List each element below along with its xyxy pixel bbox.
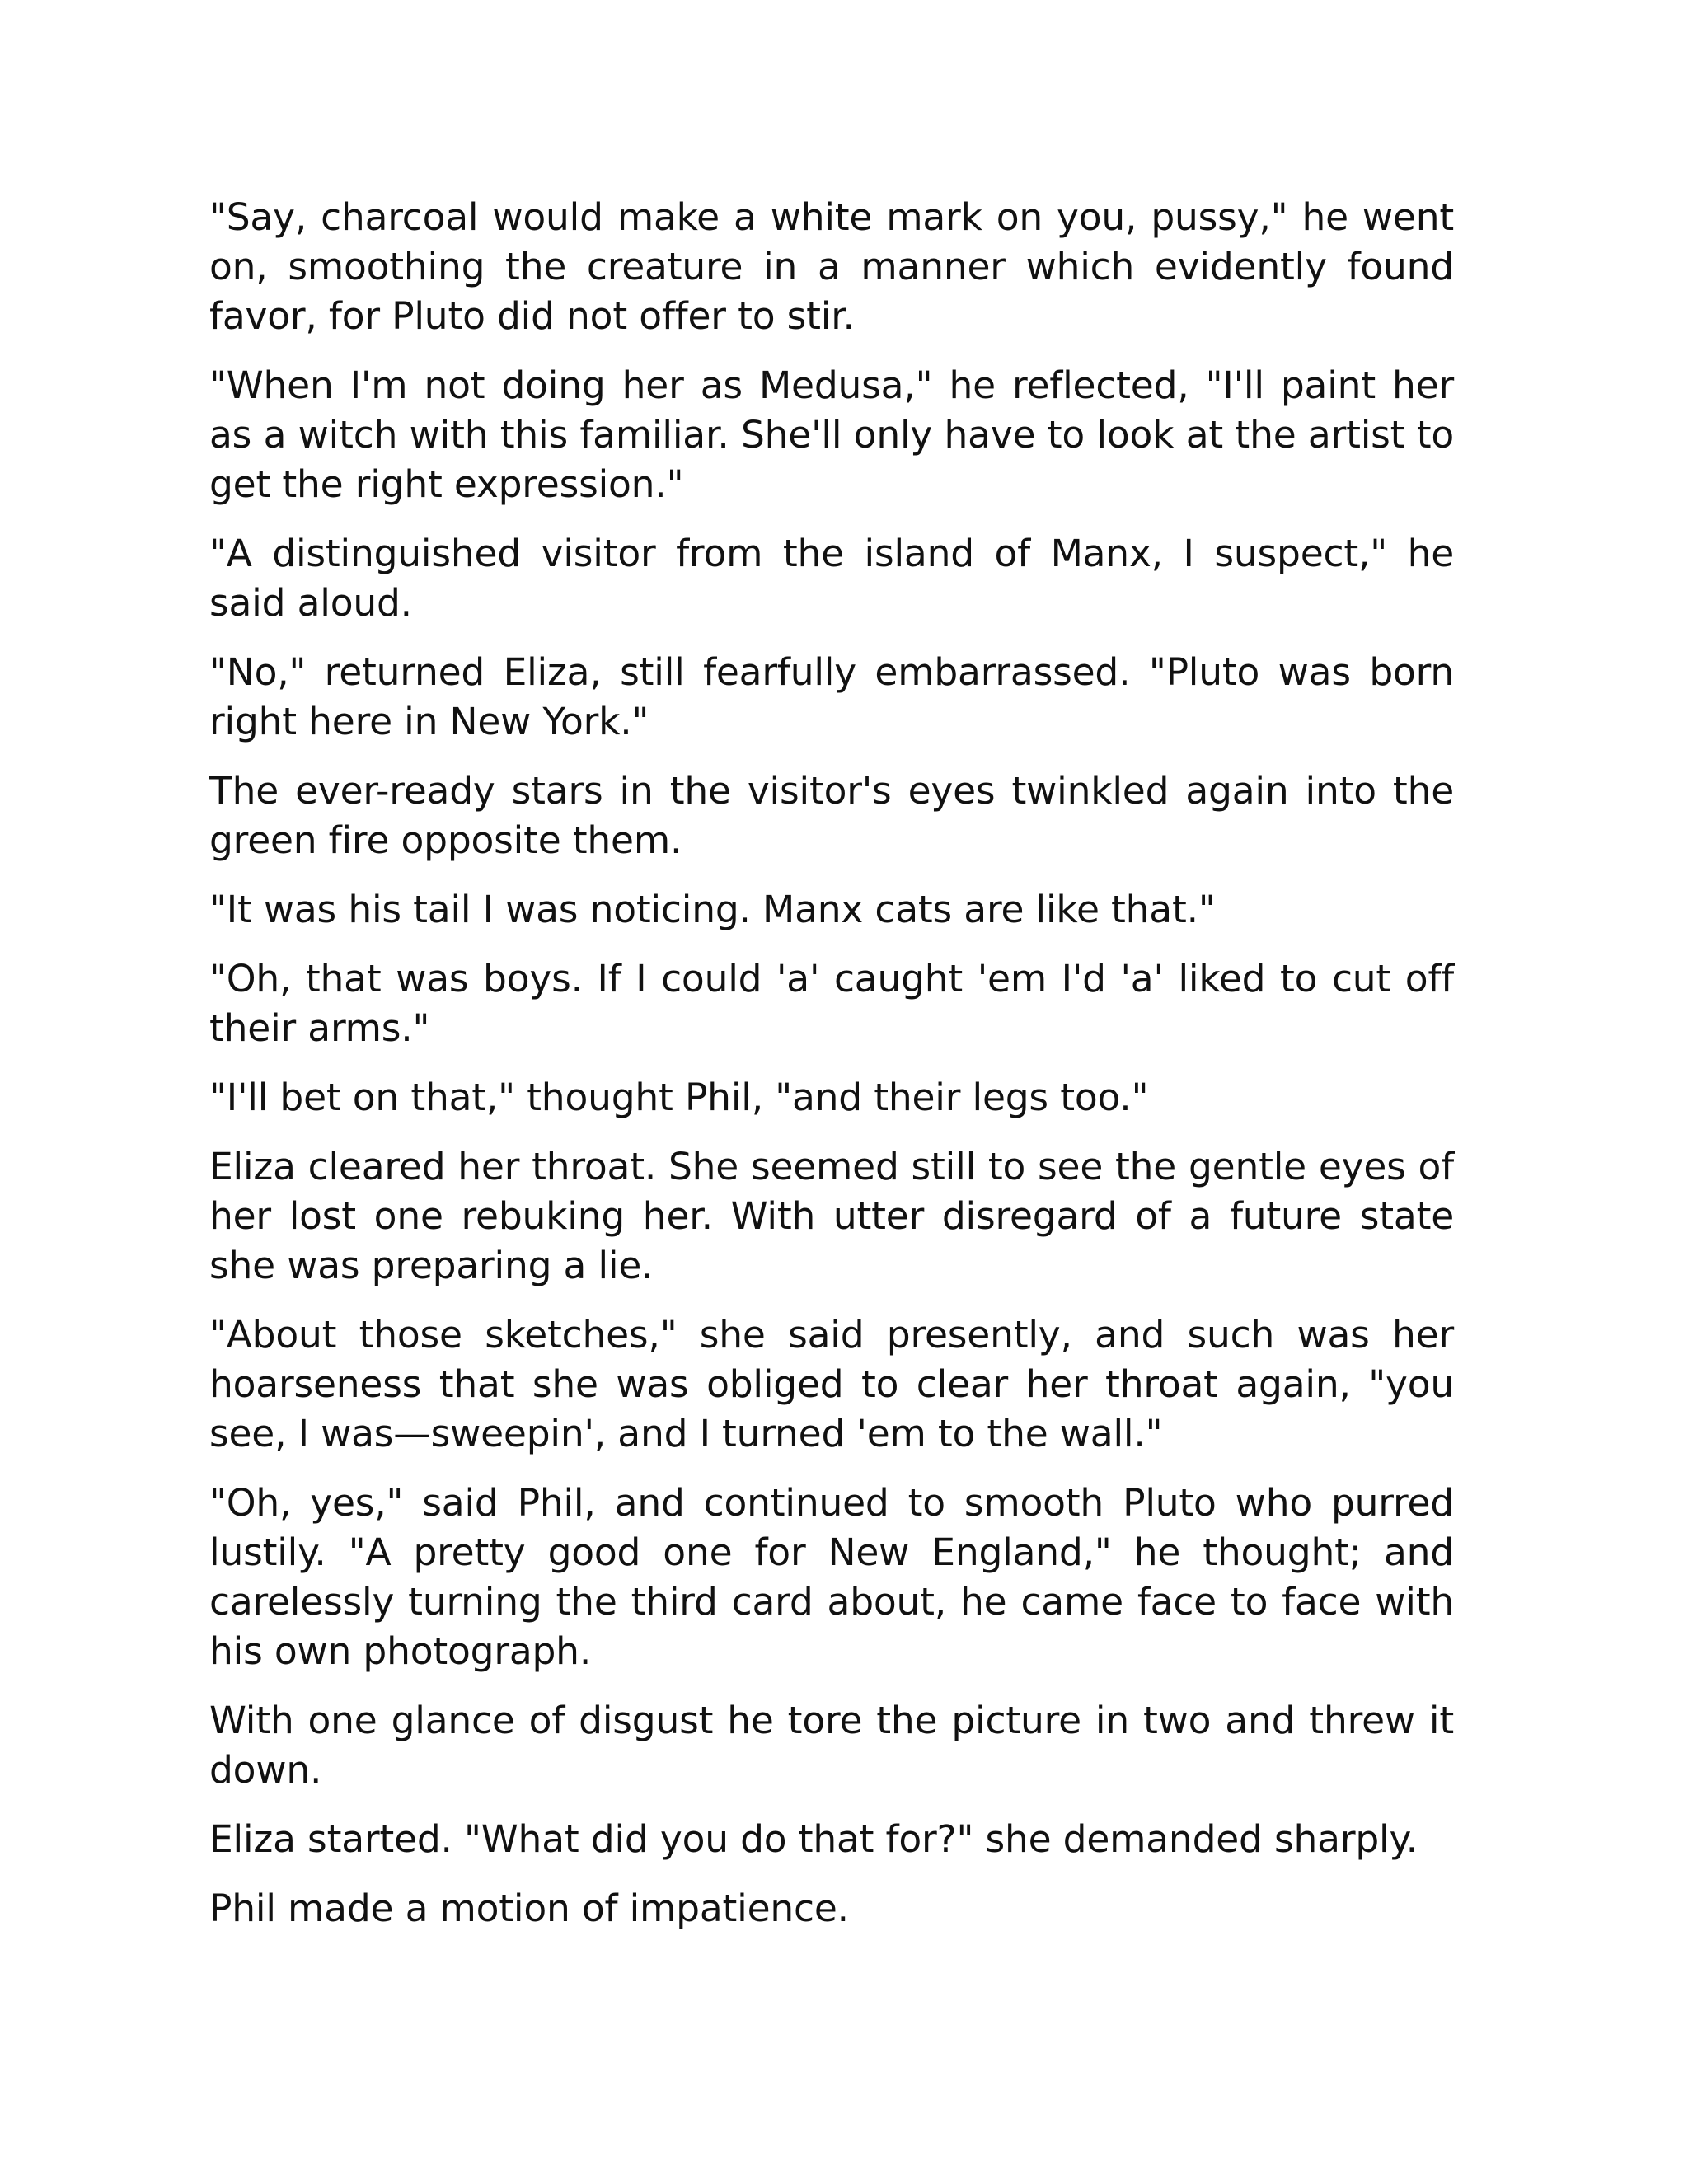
paragraph: Phil made a motion of impatience. <box>209 1886 849 1930</box>
paragraph: "No," returned Eliza, still fearfully embarrassed. "Pluto was born right here in New York." <box>209 650 1454 743</box>
paragraph: "I'll bet on that," thought Phil, "and their legs too." <box>209 1076 1149 1119</box>
paragraph: With one glance of disgust he tore the picture in two and threw it down. <box>209 1699 1454 1792</box>
paragraph: "It was his tail I was noticing. Manx cats are like that." <box>209 888 1216 931</box>
paragraph: "Oh, that was boys. If I could 'a' caught 'em I'd 'a' liked to cut off their arms." <box>209 957 1454 1050</box>
paragraph: "A distinguished visitor from the island of Manx, I suspect," he said aloud. <box>209 532 1454 625</box>
paragraph: "About those sketches," she said presently, and such was her hoarseness that she was obliged to clear her throat again, "you see, I was—sweepin', and I turned 'em to the wall." <box>209 1313 1454 1455</box>
paragraph: "Say, charcoal would make a white mark on you, pussy," he went on, smoothing the creature in a manner which evidently found favor, for Pluto did not offer to stir. <box>209 195 1454 338</box>
paragraph: "Oh, yes," said Phil, and continued to smooth Pluto who purred lustily. "A pretty good one for New England," he thought; and carelessly turning the third card about, he came face to face with his own photograph. <box>209 1481 1454 1673</box>
paragraph: The ever-ready stars in the visitor's eyes twinkled again into the green fire opposite them. <box>209 769 1454 862</box>
paragraph: Eliza started. "What did you do that for?" she demanded sharply. <box>209 1817 1418 1861</box>
paragraph: "When I'm not doing her as Medusa," he reflected, "I'll paint her as a witch with this familiar. She'll only have to look at the artist to get the right expression." <box>209 363 1454 506</box>
paragraph: Eliza cleared her throat. She seemed still to see the gentle eyes of her lost one rebuking her. With utter disregard of a future state she was preparing a lie. <box>209 1145 1454 1287</box>
page-body <box>209 193 1454 1953</box>
